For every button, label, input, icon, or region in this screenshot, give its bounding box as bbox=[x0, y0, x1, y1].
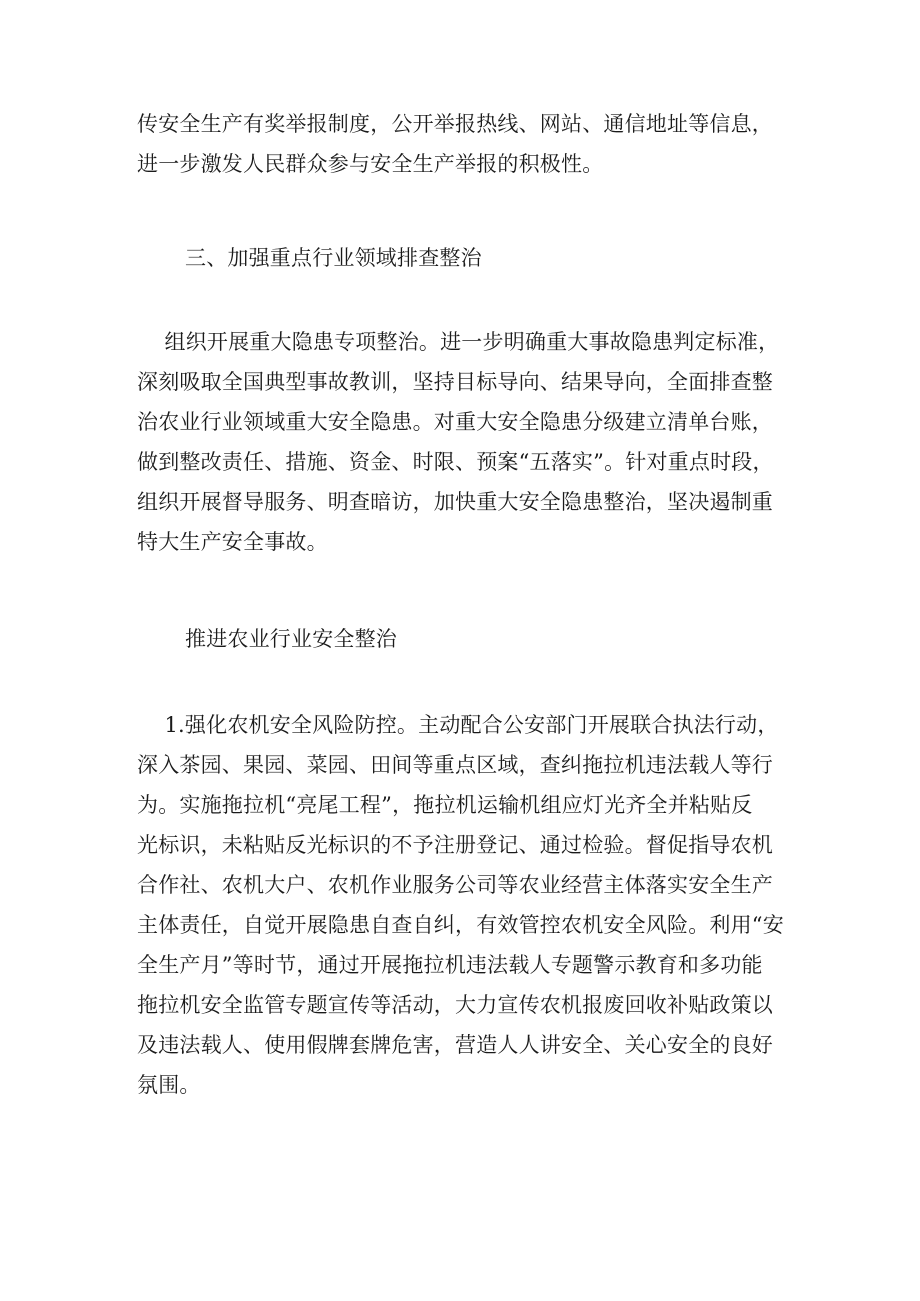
paragraph-line: 及违法载人、使用假牌套牌危害，营造人人讲安全、关心安全的良好 bbox=[137, 1033, 773, 1057]
paragraph-line: 治农业行业领域重大安全隐患。对重大安全隐患分级建立清单台账， bbox=[137, 410, 773, 434]
paragraph-line: 特大生产安全事故。 bbox=[137, 530, 328, 554]
paragraph-line: 氛围。 bbox=[137, 1073, 201, 1097]
paragraph-line: 组织开展重大隐患专项整治。进一步明确重大事故隐患判定标准， bbox=[137, 330, 780, 354]
paragraph-hazard-rectification bbox=[137, 322, 779, 562]
paragraph-line: 深刻吸取全国典型事故教训，坚持目标导向、结果导向，全面排查整 bbox=[137, 370, 773, 394]
paragraph-line: 为。实施拖拉机“亮尾工程”，拖拉机运输机组应灯光齐全并粘贴反 bbox=[137, 793, 753, 817]
paragraph-line: 主体责任，自觉开展隐患自查自纠，有效管控农机安全风险。利用“安 bbox=[137, 913, 784, 937]
paragraph-line: 传安全生产有奖举报制度，公开举报热线、网站、通信地址等信息， bbox=[137, 112, 773, 136]
paragraph-line: 做到整改责任、措施、资金、时限、预案“五落实”。针对重点时段， bbox=[137, 450, 774, 474]
paragraph-line: 1.强化农机安全风险防控。主动配合公安部门开展联合执法行动， bbox=[137, 713, 779, 737]
paragraph-line: 深入茶园、果园、菜园、田间等重点区域，查纠拖拉机违法载人等行 bbox=[137, 753, 773, 777]
paragraph-line: 进一步激发人民群众参与安全生产举报的积极性。 bbox=[137, 152, 604, 176]
section-heading-3: 三、加强重点行业领域排查整治 bbox=[185, 246, 482, 270]
paragraph-line: 光标识，未粘贴反光标识的不予注册登记、通过检验。督促指导农机 bbox=[137, 833, 773, 857]
paragraph-farm-machinery bbox=[137, 705, 784, 1105]
paragraph-line: 合作社、农机大户、农机作业服务公司等农业经营主体落实安全生产 bbox=[137, 873, 773, 897]
paragraph-line: 全生产月”等时节，通过开展拖拉机违法载人专题警示教育和多功能 bbox=[137, 953, 763, 977]
paragraph-reporting-system bbox=[137, 104, 773, 184]
paragraph-line: 拖拉机安全监管专题宣传等活动，大力宣传农机报废回收补贴政策以 bbox=[137, 993, 773, 1017]
subsection-heading-agriculture: 推进农业行业安全整治 bbox=[185, 627, 397, 651]
paragraph-line: 组织开展督导服务、明查暗访，加快重大安全隐患整治，坚决遏制重 bbox=[137, 490, 773, 514]
